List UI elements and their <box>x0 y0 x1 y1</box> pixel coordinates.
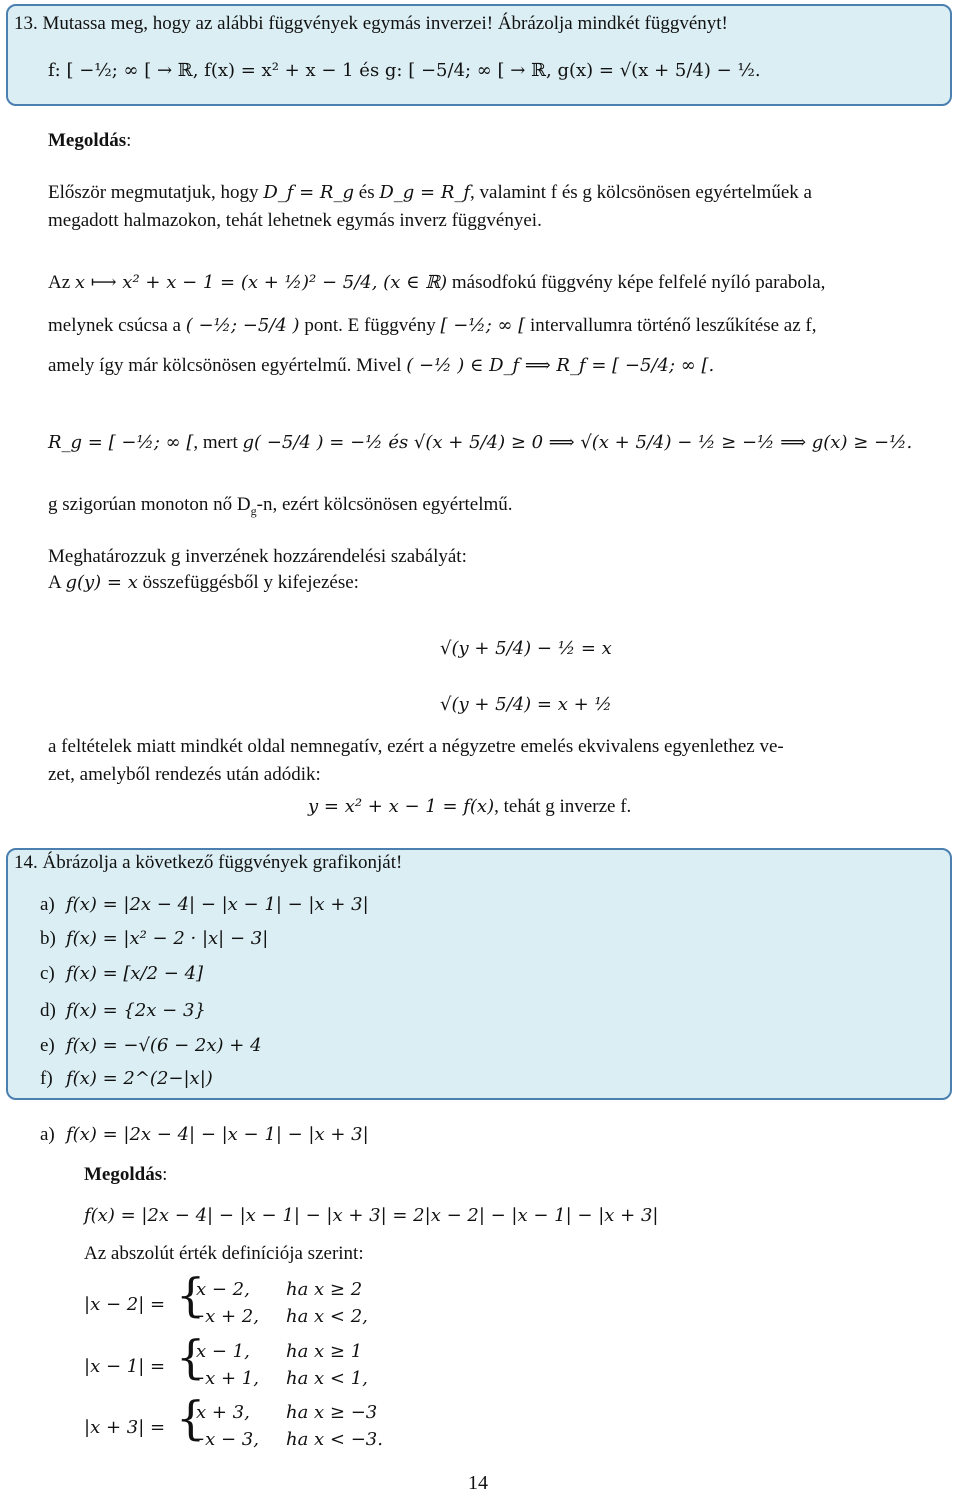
item-expression: f(x) = {2x − 3} <box>66 1000 206 1021</box>
paragraph-4 <box>48 494 513 519</box>
p3-mert: , mert <box>193 432 243 453</box>
problem-14-item-e <box>40 1035 262 1057</box>
paragraph-5-line-1: Meghatározzuk g inverzének hozzárendelési szabályát: <box>48 546 467 567</box>
equation-2: √(y + 5/4) = x + ½ <box>440 694 612 715</box>
case-2-brace: { <box>176 1330 206 1384</box>
p3-math-1: R_g = [ −½; ∞ [ <box>48 432 194 453</box>
case-2-row-2-value: −x + 1, <box>190 1368 259 1389</box>
item-label: f) <box>40 1068 53 1089</box>
p5-a: A <box>48 572 66 593</box>
paragraph-2-line-1 <box>48 272 825 294</box>
p1-math-1: D_f = R_g <box>263 182 355 203</box>
p1-text-c: , valamint f és g kölcsönösen egyértelműek a <box>470 182 812 203</box>
case-1-lhs: |x − 2| = <box>84 1294 166 1315</box>
item-expression: f(x) = [x/2 − 4] <box>66 963 204 984</box>
p5-b: összefüggésből y kifejezése: <box>137 572 359 593</box>
solution-14a-rewrite: f(x) = |2x − 4| − |x − 1| − |x + 3| = 2|x − 2| − |x − 1| − |x + 3| <box>84 1205 659 1226</box>
paragraph-3 <box>48 432 912 454</box>
case-2-row-1-value: x − 1, <box>196 1341 250 1362</box>
p2-l2c: intervallumra történő leszűkítése az f, <box>525 315 817 336</box>
case-3-row-1-condition: ha x ≥ −3 <box>286 1402 378 1423</box>
case-1-brace: { <box>176 1268 206 1322</box>
p4-subscript: g <box>250 503 257 518</box>
p6-math: y = x² + x − 1 = f(x) <box>308 796 495 817</box>
p1-text-a: Először megmutatjuk, hogy <box>48 182 264 203</box>
solution-heading-colon: : <box>162 1164 168 1185</box>
case-1-row-2-condition: ha x < 2, <box>286 1306 368 1327</box>
case-2-row-2-condition: ha x < 1, <box>286 1368 368 1389</box>
problem-14-item-f <box>40 1068 213 1090</box>
p1-math-2: D_g = R_f <box>379 182 471 203</box>
solution-heading-text: Megoldás <box>84 1164 163 1185</box>
case-1-row-1-condition: ha x ≥ 2 <box>286 1279 363 1300</box>
case-3-lhs: |x + 3| = <box>84 1417 166 1438</box>
item-expression: f(x) = |2x − 4| − |x − 1| − |x + 3| <box>66 894 369 915</box>
paragraph-5-line-2 <box>48 572 359 594</box>
p1-text-b: és <box>354 182 380 203</box>
item-expression: f(x) = 2^(2−|x|) <box>66 1068 213 1089</box>
solution-14a-title <box>40 1124 369 1146</box>
item-label: d) <box>40 1000 56 1021</box>
p2-l3a: amely így már kölcsönösen egyértelmű. Mivel <box>48 355 407 376</box>
item-expression: f(x) = |2x − 4| − |x − 1| − |x + 3| <box>66 1124 369 1145</box>
problem-13-definition: f: [ −½; ∞ [ → ℝ, f(x) = x² + x − 1 és g: [ −5/4; ∞ [ → ℝ, g(x) = √(x + 5/4) − ½. <box>48 60 761 81</box>
p2-interval: [ −½; ∞ [ <box>440 315 526 336</box>
p2-l2b: pont. E függvény <box>299 315 441 336</box>
item-label: b) <box>40 928 56 949</box>
item-label: c) <box>40 963 55 984</box>
p2-l2a: melynek csúcsa a <box>48 315 186 336</box>
item-label: a) <box>40 894 55 915</box>
case-3-row-1-value: x + 3, <box>196 1402 250 1423</box>
case-3-row-2-condition: ha x < −3. <box>286 1429 383 1450</box>
item-label: e) <box>40 1035 55 1056</box>
problem-14-item-c <box>40 963 203 985</box>
case-2-lhs: |x − 1| = <box>84 1356 166 1377</box>
p2-az: Az <box>48 272 75 293</box>
p5-math: g(y) = x <box>65 572 138 593</box>
paragraph-2-line-3 <box>48 355 714 377</box>
p4-text-a: g szigorúan monoton nő D <box>48 494 251 515</box>
solution-14a-heading <box>84 1164 167 1186</box>
case-3-brace: { <box>176 1391 206 1445</box>
solution-14a-definition-text: Az abszolút érték definíciója szerint: <box>84 1243 364 1264</box>
p4-text-b: -n, ezért kölcsönösen egyértelmű. <box>256 494 513 515</box>
paragraph-6-result <box>308 796 631 818</box>
p3-math-2: g( −5/4 ) = −½ és √(x + 5/4) ≥ 0 ⟹ √(x + 5/4) − ½ ≥ −½ ⟹ g(x) ≥ −½. <box>242 432 913 453</box>
equation-1: √(y + 5/4) − ½ = x <box>440 638 612 659</box>
paragraph-6-line-1: a feltételek miatt mindkét oldal nemnegatív, ezért a négyzetre emelés ekvivalens egyenlethez ve- <box>48 736 784 757</box>
problem-14-item-b <box>40 928 268 950</box>
case-3-row-2-value: −x − 3, <box>190 1429 259 1450</box>
p2-l3-math: ( −½ ) ∈ D_f ⟹ R_f = [ −5/4; ∞ [. <box>406 355 715 376</box>
paragraph-1-line-2: megadott halmazokon, tehát lehetnek egymás inverz függvényei. <box>48 210 542 231</box>
case-2-row-1-condition: ha x ≥ 1 <box>286 1341 363 1362</box>
problem-14-item-a <box>40 894 369 916</box>
p2-math-function: x ⟼ x² + x − 1 = (x + ½)² − 5/4, (x ∈ ℝ) <box>74 272 448 293</box>
problem-14-item-d <box>40 1000 206 1022</box>
item-expression: f(x) = |x² − 2 · |x| − 3| <box>66 928 269 949</box>
p2-vertex: ( −½; −5/4 ) <box>185 315 300 336</box>
case-1-row-2-value: −x + 2, <box>190 1306 259 1327</box>
problem-13-title: 13. Mutassa meg, hogy az alábbi függvények egymás inverzei! Ábrázolja mindkét függvényt! <box>14 13 728 34</box>
item-label: a) <box>40 1124 55 1145</box>
solution-heading-text: Megoldás <box>48 130 127 151</box>
problem-14-title: 14. Ábrázolja a következő függvények grafikonját! <box>14 852 403 873</box>
page-number: 14 <box>468 1472 488 1494</box>
paragraph-6-line-2: zet, amelyből rendezés után adódik: <box>48 764 321 785</box>
paragraph-1-line-1 <box>48 182 812 204</box>
solution-heading-colon: : <box>126 130 132 151</box>
p6-end: , tehát g inverze f. <box>494 796 632 817</box>
item-expression: f(x) = −√(6 − 2x) + 4 <box>66 1035 262 1056</box>
case-1-row-1-value: x − 2, <box>196 1279 250 1300</box>
paragraph-2-line-2 <box>48 315 816 337</box>
solution-13-heading <box>48 130 131 152</box>
p2-text-1: másodfokú függvény képe felfelé nyíló parabola, <box>447 272 826 293</box>
